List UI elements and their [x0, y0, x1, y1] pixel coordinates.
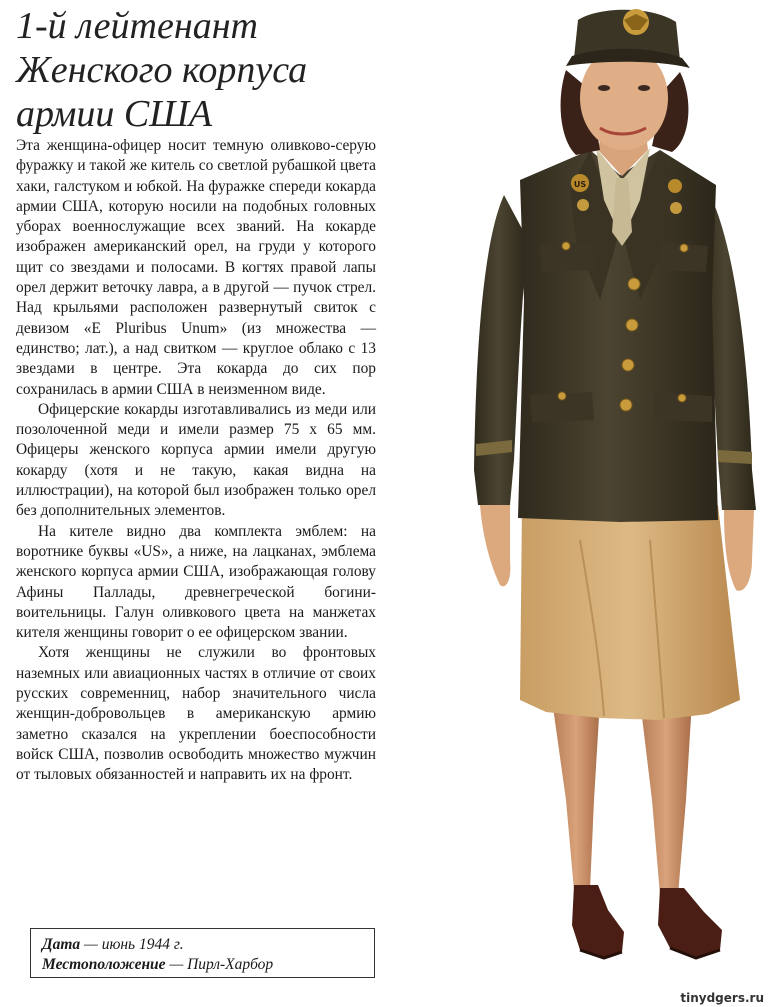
location-value: — Пирл-Харбор: [165, 956, 274, 973]
date-label: Дата: [42, 936, 81, 953]
garrison-cap: [566, 9, 690, 68]
athena-emblem-right: [670, 202, 682, 214]
paragraph-1: Эта женщина-офицер носит темную оливково-серую фуражку и такой же китель со светлой рубашкой цвета хаки, галстуком и юбкой. На фуражке спереди кокарда армии США, которую носили на подобных головных уборах военнослужащие всех званий. На кокарде изображен американский орел, на груди у которого щит со звездами и полосами. В когтях правой лапы орел держит веточку лавра, а в другой — пучок стрел. Над крыльями расположен развернутый свиток с девизом «E Pluribus Unum» (из множества — единство; лат.), а над свитком — круглое облако с 13 звездами в центре. Эта кокарда до сих пор сохранилась в армии США в неизменном виде.: [16, 137, 376, 398]
title-line-1: 1-й лейтенант: [16, 5, 258, 47]
page-title: [16, 4, 356, 136]
athena-emblem-left: [577, 199, 589, 211]
paragraph-4: Хотя женщины не служили во фронтовых наземных или авиационных частях в отличие от своих русских современниц, набор значительного числа женщин-добровольцев в американскую армию заметно сказался на укреплении боеспособности войск США, позволив освободить множество мужчин от тыловых обязанностей и направить их на фронт.: [16, 644, 376, 784]
title-line-3: армии США: [16, 93, 213, 135]
legs: [552, 700, 692, 895]
paragraph-3: На кителе видно два комплекта эмблем: на воротнике буквы «US», а ниже, на лацканах, эмблема женского корпуса армии США, изображающая голову Афины Паллады, древнегреческой богини-воительницы. Галун оливкового цвета на манжетах кителя женщины говорит о ее офицерском звании.: [16, 522, 376, 642]
date-line: [42, 935, 374, 955]
date-location-box: [30, 928, 375, 978]
skirt: [520, 505, 740, 720]
date-value: — июнь 1944 г.: [80, 936, 184, 953]
article-body: [16, 136, 376, 786]
collar-us-letters: US: [573, 180, 587, 189]
watermark: tinydgers.ru: [680, 991, 764, 1005]
paragraph-2: Офицерские кокарды изготавливались из меди или позолоченной меди и имели размер 75 х 65 мм. Офицеры женского корпуса армии имели другую кокарду (хотя и не такую, какая видна на иллюстрации), на которой был изображен только орел без дополнительных элементов.: [16, 400, 376, 520]
location-line: [42, 955, 374, 975]
shoes: [572, 885, 722, 958]
location-label: Местоположение: [42, 956, 166, 973]
title-line-2: Женского корпуса: [16, 49, 308, 91]
officer-illustration: [440, 0, 768, 1007]
